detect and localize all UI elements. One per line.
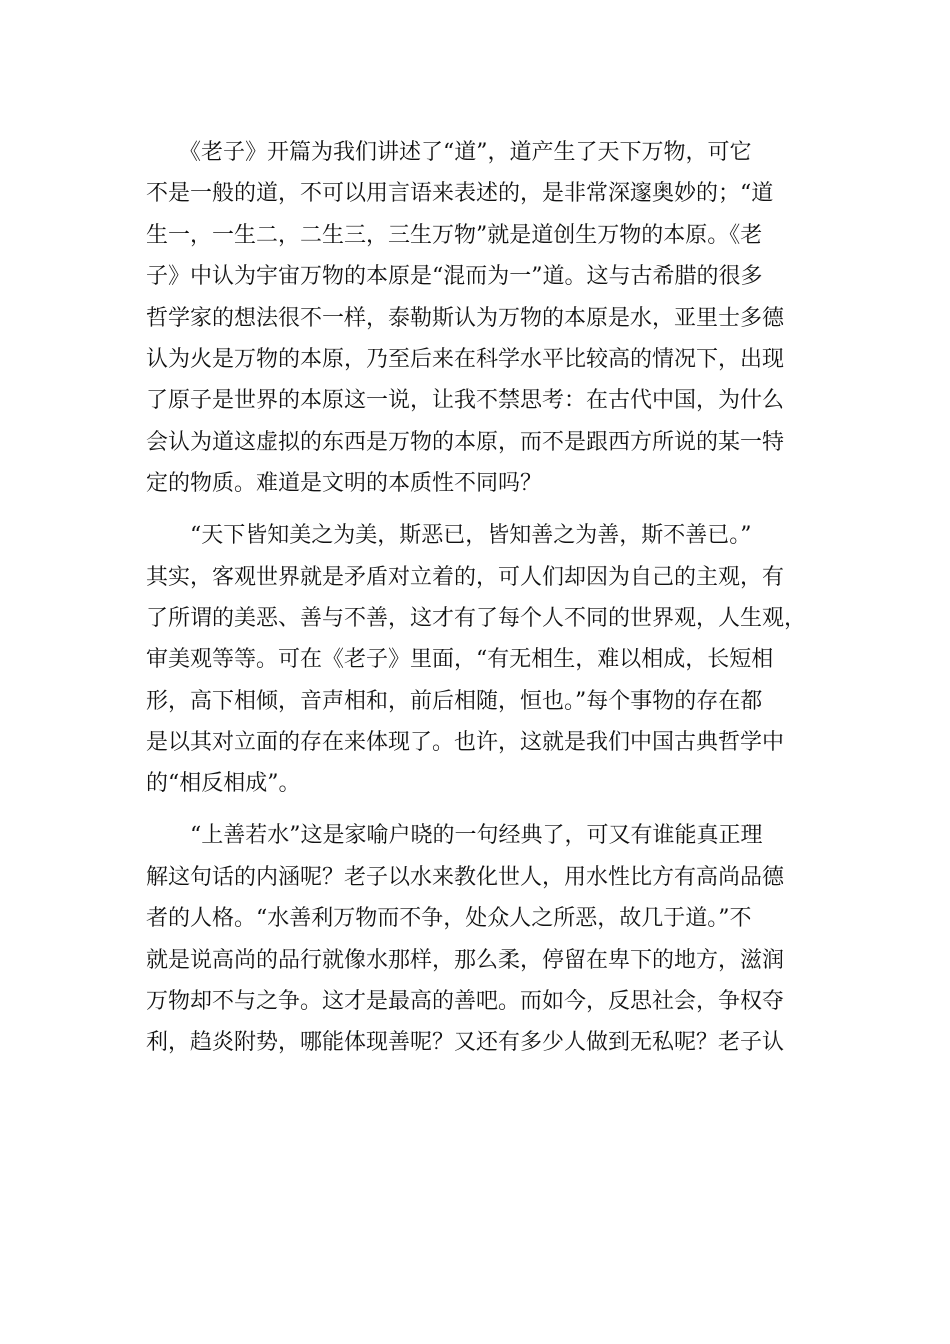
text-line: 其实，客观世界就是矛盾对立着的，可人们却因为自己的主观，有 (146, 564, 785, 590)
text-line: 子》中认为宇宙万物的本原是“混而为一”道。这与古希腊的很多 (146, 264, 763, 290)
text-line: 是以其对立面的存在来体现了。也许，这就是我们中国古典哲学中 (146, 730, 785, 756)
text-line: 形，高下相倾，音声相和，前后相随，恒也。”每个事物的存在都 (146, 688, 763, 714)
paragraph-1 (146, 132, 824, 505)
text-line: “天下皆知美之为美，斯恶已，皆知善之为善，斯不善已。” (146, 523, 752, 549)
text-line: 就是说高尚的品行就像水那样，那么柔，停留在卑下的地方，滋润 (146, 947, 785, 973)
text-line: 者的人格。“水善利万物而不争，处众人之所恶，故几于道。”不 (146, 906, 752, 932)
text-line: 认为火是万物的本原，乃至后来在科学水平比较高的情况下，出现 (146, 346, 785, 372)
text-line: 生一，一生二，二生三，三生万物”就是道创生万物的本原。《老 (146, 222, 763, 248)
text-line: 哲学家的想法很不一样，泰勒斯认为万物的本原是水，亚里士多德 (146, 305, 785, 331)
text-line: 定的物质。难道是文明的本质性不同吗？ (146, 471, 543, 497)
paragraph-spacing (146, 505, 824, 516)
text-line: 不是一般的道，不可以用言语来表述的，是非常深邃奥妙的；“道 (146, 181, 774, 207)
paragraph-3 (146, 815, 824, 1063)
text-line: 《老子》开篇为我们讲述了“道”，道产生了天下万物，可它 (146, 140, 752, 165)
text-line: 了原子是世界的本原这一说，让我不禁思考：在古代中国，为什么 (146, 388, 785, 414)
text-line: 的“相反相成”。 (146, 771, 301, 797)
body-text (146, 132, 824, 1064)
text-line: 解这句话的内涵呢？老子以水来教化世人，用水性比方有高尚品德 (146, 864, 785, 890)
paragraph-spacing (146, 805, 824, 816)
text-line: “上善若水”这是家喻户晓的一句经典了，可又有谁能真正理 (146, 823, 763, 849)
text-line: 了所谓的美恶、善与不善，这才有了每个人不同的世界观，人生观， (146, 605, 807, 631)
text-line: 利，趋炎附势，哪能体现善呢？又还有多少人做到无私呢？老子认 (146, 1030, 785, 1056)
text-line: 万物却不与之争。这才是最高的善吧。而如今，反思社会，争权夺 (146, 989, 785, 1014)
paragraph-2 (146, 515, 824, 805)
text-line: 会认为道这虚拟的东西是万物的本原，而不是跟西方所说的某一特 (146, 429, 785, 455)
text-line: 审美观等等。可在《老子》里面，“有无相生，难以相成，长短相 (146, 647, 774, 673)
